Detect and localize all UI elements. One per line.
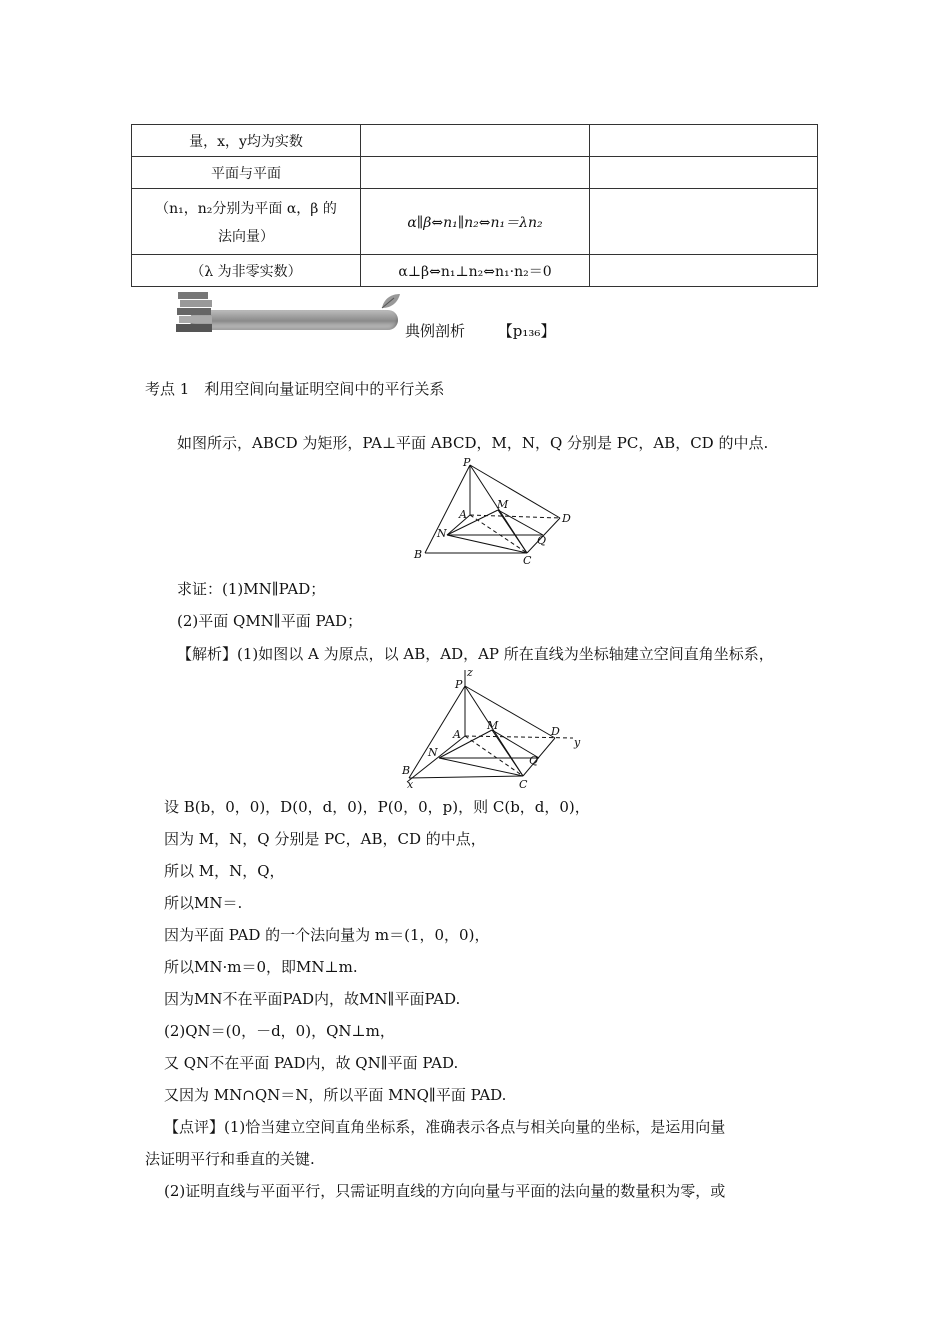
label-z-axis: z <box>467 666 473 679</box>
table-cell-text: 法向量） <box>218 228 274 245</box>
solution-line: 所以MN·m＝0，即MN⊥m. <box>164 958 358 976</box>
table-cell: （λ 为非零实数） <box>132 255 361 287</box>
comment-line: 【点评】(1)恰当建立空间直角坐标系，准确表示各点与相关向量的坐标，是运用向量 <box>164 1118 726 1136</box>
solution-line: 因为平面 PAD 的一个法向量为 m＝(1，0，0)， <box>164 926 490 944</box>
problem-statement: 如图所示，ABCD 为矩形，PA⊥平面 ABCD，M，N，Q 分别是 PC，AB，CD 的中点. <box>177 434 769 452</box>
table-cell <box>590 189 818 255</box>
vector-relation-table <box>131 124 818 287</box>
prove-statement-2: (2)平面 QMN∥平面 PAD； <box>177 612 363 630</box>
solution-line: 又 QN不在平面 PAD内，故 QN∥平面 PAD. <box>164 1054 459 1072</box>
banner-title-text: 典例剖析 <box>405 322 466 340</box>
label-D: D <box>551 725 560 738</box>
table-cell <box>132 189 361 255</box>
prove-statement-1: 求证：(1)MN∥PAD； <box>177 580 326 598</box>
table-cell <box>361 125 590 157</box>
solution-line: (2)QN＝(0，－d，0)，QN⊥m， <box>164 1022 395 1040</box>
comment-line: 法证明平行和垂直的关键. <box>145 1150 315 1168</box>
label-B: B <box>402 764 411 777</box>
label-N: N <box>437 527 447 540</box>
section-banner-bar <box>190 310 398 330</box>
label-A: A <box>453 728 461 741</box>
table-cell: 量，x，y均为实数 <box>132 125 361 157</box>
label-P: P <box>463 456 471 469</box>
table-cell-text: （n₁，n₂分别为平面 α，β 的 <box>155 200 337 217</box>
table-cell: α∥β⇔n₁∥n₂⇔n₁＝λn₂ <box>361 189 590 255</box>
solution-line: 又因为 MN∩QN＝N，所以平面 MNQ∥平面 PAD. <box>164 1086 507 1104</box>
solution-line: 所以 M，N，Q， <box>164 862 285 880</box>
label-M: M <box>487 719 499 732</box>
label-P: P <box>455 678 463 691</box>
label-C: C <box>523 554 532 565</box>
label-x-axis: x <box>407 778 414 791</box>
comment-line: (2)证明直线与平面平行，只需证明直线的方向向量与平面的法向量的数量积为零，或 <box>164 1182 726 1200</box>
solution-line: 设 B(b，0，0)，D(0，d，0)，P(0，0，p)，则 C(b，d，0)， <box>164 798 590 816</box>
table-cell <box>590 255 818 287</box>
label-N: N <box>428 746 438 759</box>
label-B: B <box>414 548 423 561</box>
label-A: A <box>459 508 467 521</box>
label-Q: Q <box>537 534 547 547</box>
label-C: C <box>519 778 528 791</box>
label-Q: Q <box>529 754 539 767</box>
table-cell <box>590 125 818 157</box>
table-cell: α⊥β⇔n₁⊥n₂⇔n₁·n₂＝0 <box>361 255 590 287</box>
leaf-icon <box>378 290 404 312</box>
banner-title <box>405 320 555 341</box>
books-icon <box>176 286 216 334</box>
label-y-axis: y <box>574 736 581 749</box>
pyramid-figure <box>405 455 585 565</box>
coordinate-figure <box>395 666 590 792</box>
label-M: M <box>497 498 509 511</box>
solution-line: 所以MN＝. <box>164 894 243 912</box>
solution-line: 因为 M，N，Q 分别是 PC，AB，CD 的中点， <box>164 830 486 848</box>
solution-line: 因为MN不在平面PAD内，故MN∥平面PAD. <box>164 990 461 1008</box>
section-title: 考点 1 利用空间向量证明空间中的平行关系 <box>145 380 445 398</box>
page-reference: 【p₁₃₆】 <box>497 322 556 340</box>
analysis-heading: 【解析】(1)如图以 A 为原点，以 AB，AD，AP 所在直线为坐标轴建立空间直角坐标系， <box>177 645 774 663</box>
table-cell <box>590 157 818 189</box>
label-D: D <box>562 512 571 525</box>
table-cell <box>361 157 590 189</box>
table-cell: 平面与平面 <box>132 157 361 189</box>
